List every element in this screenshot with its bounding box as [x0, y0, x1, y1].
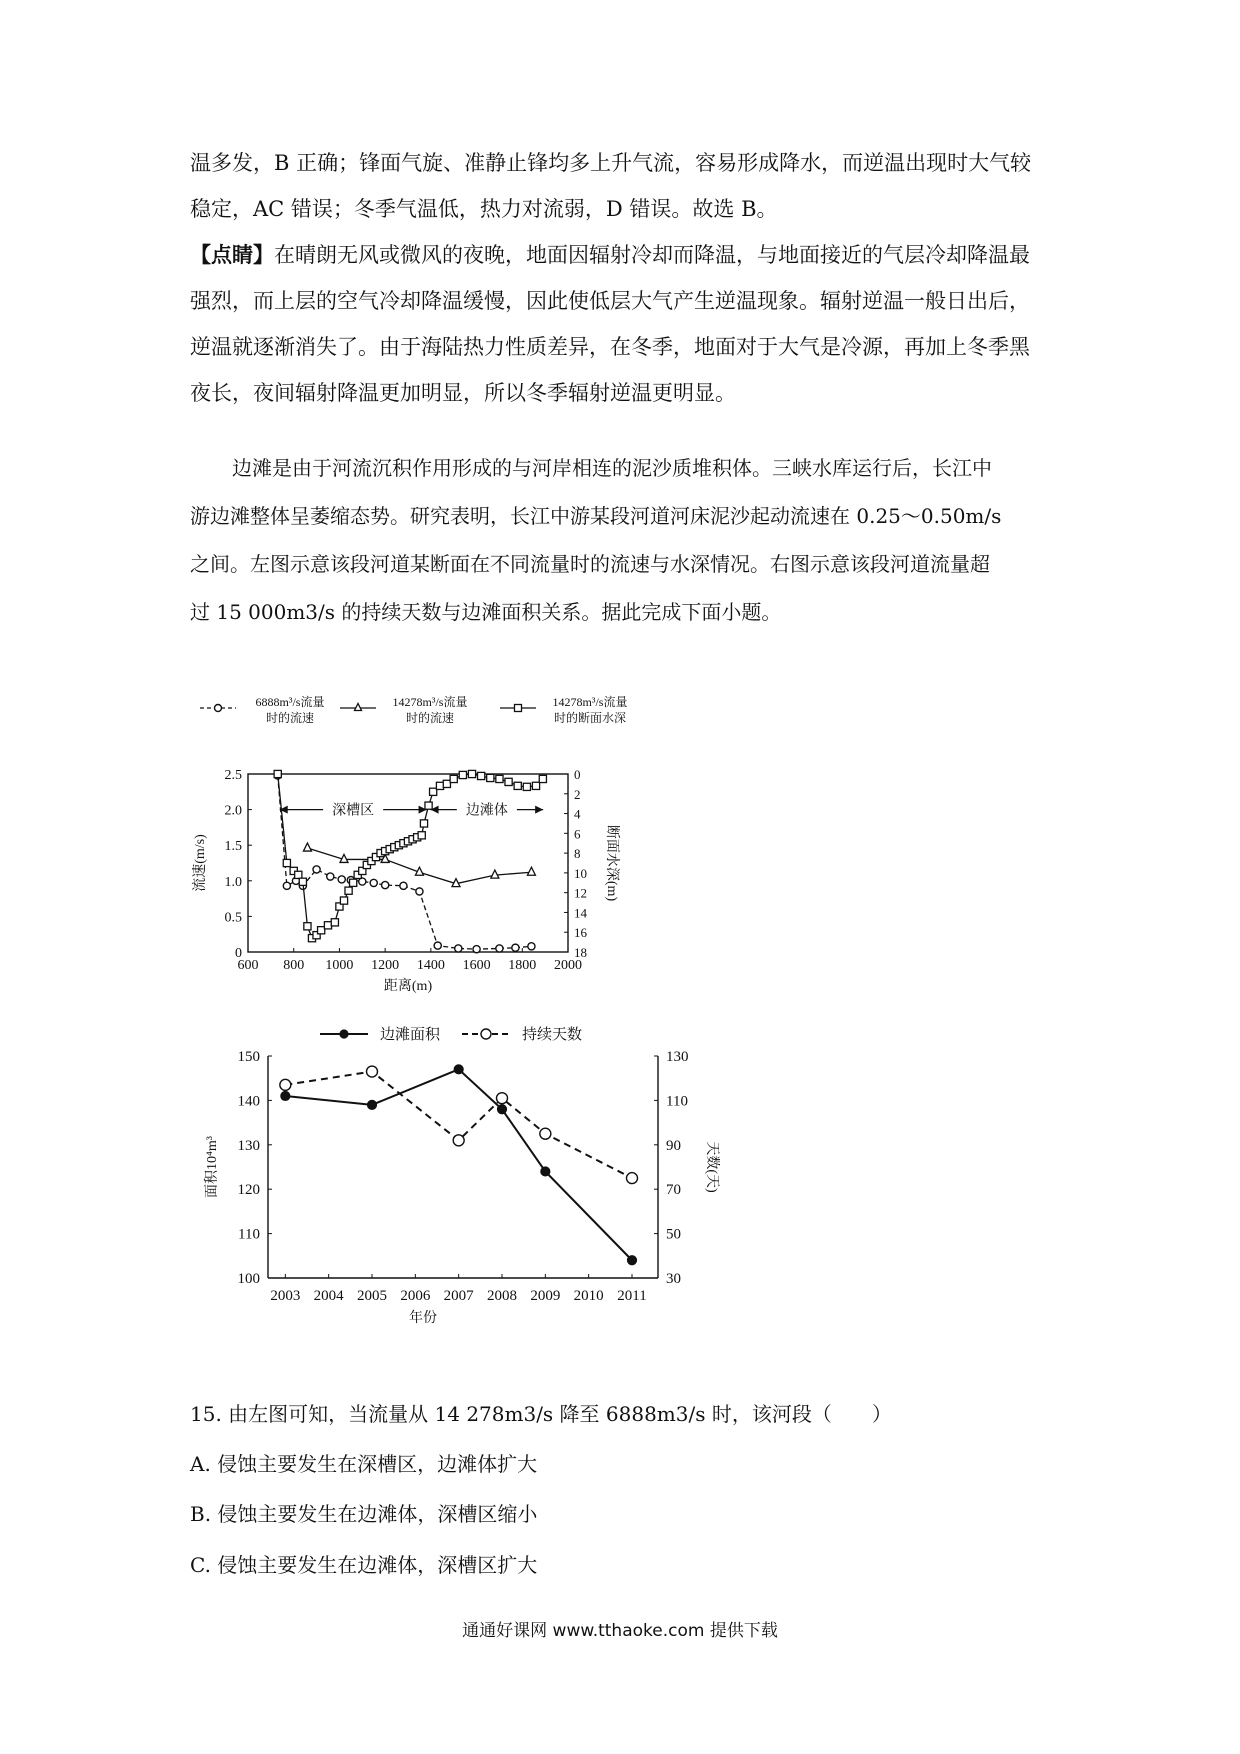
x-tick-label: 1400 [416, 958, 445, 973]
y-left-tick-label: 130 [237, 1137, 260, 1154]
y-right-tick-label: 18 [574, 945, 587, 960]
series-3-point [299, 878, 306, 885]
note-line-4: 夜长，夜间辐射降温更加明显，所以冬季辐射逆温更明显。 [190, 381, 736, 405]
legend-marker-1 [340, 1030, 348, 1038]
x-tick-label: 2011 [617, 1288, 647, 1304]
legend-label-1-b: 时的流速 [265, 711, 315, 725]
series-3-point [304, 923, 311, 930]
series-3-point [324, 922, 331, 929]
legend-marker-3 [515, 705, 522, 712]
y-left-tick-label: 1.5 [224, 839, 242, 855]
series-1-point [434, 942, 441, 949]
series-area-point [498, 1105, 507, 1114]
page-footer: 通通好课网 www.tthaoke.com 提供下载 [462, 1621, 778, 1641]
legend-label-3-b: 时的断面水深 [553, 711, 627, 725]
series-days-point [367, 1066, 378, 1077]
series-1-point [382, 881, 389, 888]
y-right-tick-label: 16 [574, 925, 587, 941]
series-3-point [283, 859, 290, 866]
series-2-point [303, 843, 311, 851]
y-right-tick-label: 30 [666, 1271, 681, 1287]
y-right-tick-label: 6 [574, 826, 581, 842]
series-3-point [450, 775, 457, 782]
x-tick-label: 2000 [554, 958, 582, 973]
y-left-tick-label: 1.0 [224, 874, 242, 890]
legend-marker-2 [481, 1029, 491, 1039]
y-left-tick-label: 0.5 [224, 910, 242, 926]
legend-label-2: 持续天数 [522, 1027, 583, 1043]
y-left-tick-label: 2.5 [224, 768, 242, 783]
series-area-point [368, 1100, 377, 1109]
series-1-point [283, 882, 290, 889]
series-3-point [505, 778, 512, 785]
material-line-4: 过 15 000m3/s 的持续天数与边滩面积关系。据此完成下面小题。 [190, 600, 782, 624]
series-days-point [453, 1135, 464, 1146]
series-3-point [459, 771, 466, 778]
y-right-tick-label: 90 [666, 1137, 681, 1154]
annotation-label-0: 深槽区 [332, 803, 375, 819]
area-days-chart [200, 1018, 760, 1338]
series-days-point [497, 1093, 508, 1104]
x-tick-label: 1800 [508, 958, 537, 973]
analysis-paragraph [190, 140, 1060, 416]
y-left-tick-label: 140 [237, 1093, 260, 1110]
series-3-point [425, 802, 432, 809]
analysis-line-2: 稳定，AC 错误；冬季气温低，热力对流弱，D 错误。故选 B。 [190, 197, 778, 221]
legend-label-3-a: 14278m³/s流量 [552, 695, 628, 709]
series-2-point [527, 867, 535, 875]
series-1-point [528, 943, 535, 950]
x-tick-label: 2006 [400, 1288, 431, 1304]
legend-marker-1 [215, 705, 222, 712]
series-days-line [285, 1072, 632, 1179]
x-tick-label: 1600 [462, 958, 491, 973]
y-right-tick-label: 130 [666, 1049, 689, 1065]
series-3-point [523, 783, 530, 790]
series-line-1 [278, 775, 532, 949]
y-left-tick-label: 0 [235, 946, 242, 961]
series-1-point [473, 946, 480, 953]
y-right-tick-label: 70 [666, 1182, 681, 1199]
x-tick-label: 800 [283, 958, 305, 973]
y-left-axis-label: 面积10⁴m³ [205, 1136, 220, 1198]
annotation-arrowhead-right-1 [535, 806, 543, 814]
series-1-point [455, 945, 462, 952]
x-tick-label: 1200 [371, 958, 400, 973]
series-area-point [541, 1167, 550, 1176]
option-c: C. 侵蚀主要发生在边滩体，深槽区扩大 [190, 1553, 538, 1577]
series-3-point [340, 897, 347, 904]
series-line-3 [278, 774, 543, 938]
x-tick-label: 600 [237, 958, 259, 973]
series-3-point [418, 832, 425, 839]
y-right-tick-label: 50 [666, 1226, 681, 1243]
series-1-point [338, 876, 345, 883]
series-3-point [532, 782, 539, 789]
y-right-tick-label: 110 [666, 1093, 688, 1110]
material-paragraph [190, 444, 1060, 636]
series-3-point [430, 788, 437, 795]
series-3-point [318, 927, 325, 934]
series-3-point [350, 879, 357, 886]
annotation-label-1: 边滩体 [465, 803, 508, 819]
series-days-point [627, 1173, 638, 1184]
series-area-point [454, 1065, 463, 1074]
x-tick-label: 2007 [443, 1288, 474, 1304]
legend-label-2-a: 14278m³/s流量 [392, 695, 468, 709]
series-days-point [540, 1128, 551, 1139]
y-right-axis-label: 断面水深(m) [604, 824, 619, 902]
legend-label-1-a: 6888m³/s流量 [255, 695, 325, 709]
y-left-axis-label: 流速(m/s) [193, 834, 208, 892]
material-line-2: 游边滩整体呈萎缩态势。研究表明，长江中游某段河道河床泥沙起动流速在 0.25～0.50m/s [190, 504, 1002, 528]
x-tick-label: 2009 [530, 1288, 561, 1304]
question-stem: 15. 由左图可知，当流量从 14 278m3/s 降至 6888m3/s 时，该河段（ ） [190, 1402, 892, 1426]
note-label: 【点睛】 [190, 242, 274, 267]
series-3-point [496, 775, 503, 782]
series-1-point [416, 888, 423, 895]
series-1-point [496, 945, 503, 952]
note-line-2: 强烈，而上层的空气冷却降温缓慢，因此使低层大气产生逆温现象。辐射逆温一般日出后， [190, 289, 1030, 313]
legend-marker-2 [355, 704, 362, 711]
series-3-point [478, 772, 485, 779]
series-area-point [628, 1256, 637, 1265]
series-2-point [491, 870, 499, 878]
note-line-1 [190, 232, 1060, 278]
series-area-point [281, 1091, 290, 1100]
option-a: A. 侵蚀主要发生在深槽区，边滩体扩大 [190, 1452, 538, 1476]
series-1-point [512, 944, 519, 951]
x-tick-label: 2010 [573, 1288, 604, 1304]
y-left-tick-label: 110 [238, 1226, 260, 1243]
y-left-tick-label: 120 [237, 1182, 260, 1199]
series-3-point [539, 775, 546, 782]
note-text-1: 在晴朗无风或微风的夜晚，地面因辐射冷却而降温，与地面接近的气层冷却降温最 [274, 243, 1030, 267]
y-right-tick-label: 8 [574, 846, 581, 862]
legend-label-2-b: 时的流速 [405, 711, 455, 725]
x-tick-label: 2005 [357, 1288, 387, 1304]
material-line-1: 边滩是由于河流沉积作用形成的与河岸相连的泥沙质堆积体。三峡水库运行后，长江中 [232, 456, 992, 480]
series-3-point [274, 770, 281, 777]
series-1-point [327, 873, 334, 880]
analysis-line-1: 温多发，B 正确；锋面气旋、准静止锋均多上升气流，容易形成降水，而逆温出现时大气较 [190, 151, 1032, 175]
y-right-tick-label: 0 [574, 767, 581, 782]
note-line-3: 逆温就逐渐消失了。由于海陆热力性质差异，在冬季，地面对于大气是冷源，再加上冬季黑 [190, 335, 1030, 359]
series-3-point [487, 774, 494, 781]
x-axis-label: 年份 [409, 1311, 437, 1326]
option-b: B. 侵蚀主要发生在边滩体，深槽区缩小 [190, 1502, 538, 1526]
y-right-tick-label: 4 [574, 806, 581, 822]
series-days-point [280, 1079, 291, 1090]
plot-frame [248, 774, 568, 952]
y-right-tick-label: 12 [574, 885, 587, 901]
material-line-3: 之间。左图示意该段河道某断面在不同流量时的流速与水深情况。右图示意该段河道流量超 [190, 552, 990, 576]
series-1-point [400, 882, 407, 889]
y-right-tick-label: 10 [574, 865, 587, 881]
series-3-point [468, 770, 475, 777]
series-area-line [285, 1069, 632, 1260]
series-3-point [420, 820, 427, 827]
series-3-point [295, 871, 302, 878]
y-right-tick-label: 2 [574, 786, 581, 802]
legend-label-1: 边滩面积 [380, 1027, 441, 1043]
x-tick-label: 1000 [325, 958, 354, 973]
y-left-tick-label: 100 [237, 1271, 260, 1287]
series-1-point [313, 866, 320, 873]
y-right-axis-label: 天数(天) [704, 1141, 719, 1193]
y-right-tick-label: 14 [574, 905, 587, 921]
series-3-point [436, 782, 443, 789]
x-tick-label: 2003 [270, 1288, 301, 1304]
y-left-tick-label: 150 [237, 1049, 260, 1065]
series-3-point [331, 919, 338, 926]
series-3-point [443, 780, 450, 787]
y-left-tick-label: 2.0 [224, 803, 242, 819]
x-tick-label: 2008 [487, 1288, 517, 1304]
series-3-point [514, 782, 521, 789]
velocity-depth-chart [190, 690, 690, 1020]
x-tick-label: 2004 [313, 1288, 344, 1304]
series-3-point [345, 887, 352, 894]
x-axis-label: 距离(m) [383, 979, 433, 994]
series-1-point [370, 879, 377, 886]
